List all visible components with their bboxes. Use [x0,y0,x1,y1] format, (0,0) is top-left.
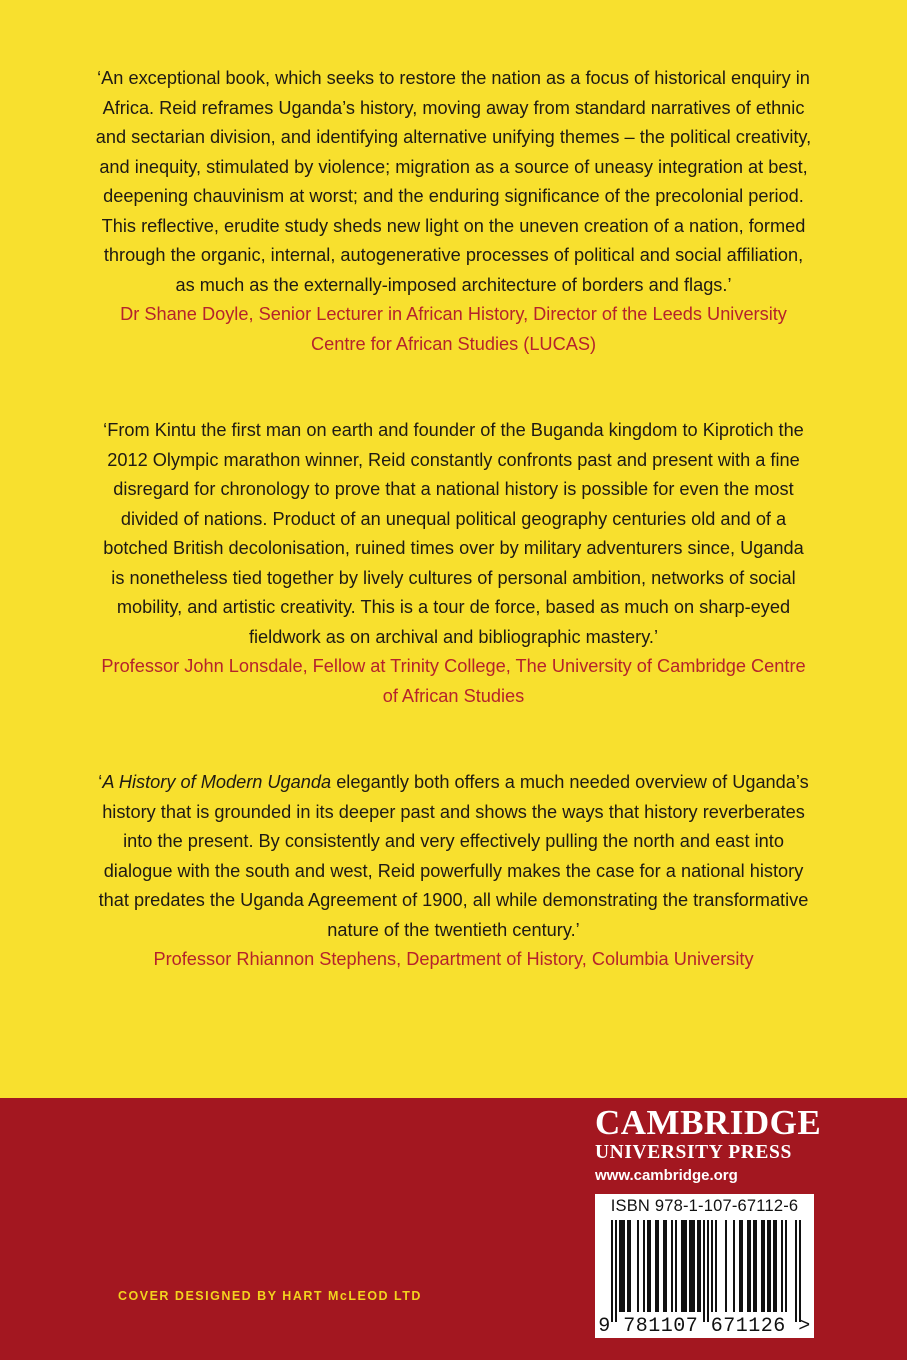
barcode-bar [775,1220,777,1312]
barcode-bar [725,1220,727,1312]
barcode-bar [739,1220,741,1312]
barcode-bar [691,1220,693,1312]
barcode-bar [799,1220,801,1322]
barcode-bar [655,1220,657,1312]
barcode-bar [665,1220,667,1312]
barcode-bar [795,1220,797,1322]
barcode-bar [675,1220,677,1312]
barcode-bar [683,1220,685,1312]
barcode-bar [671,1220,673,1312]
endorsement-quote [95,768,812,945]
barcode-bar [761,1220,763,1312]
barcode-bar [711,1220,713,1312]
barcode-bar [637,1220,639,1312]
endorsement-attribution: Professor Rhiannon Stephens, Department of History, Columbia University [153,949,754,969]
barcode-bar [663,1220,665,1312]
quote-open-mark: ‘ [98,772,103,792]
barcode-bar [619,1220,621,1312]
barcode-bar [699,1220,701,1312]
barcode-bar [689,1220,691,1312]
barcode-bar [767,1220,769,1312]
isbn-label: ISBN 978-1-107-67112-6 [610,1197,799,1215]
barcode-bar [685,1220,687,1312]
endorsement-attribution: Professor John Lonsdale, Fellow at Trinity College, The University of Cambridge Centre of African Studies [101,656,806,706]
barcode-bar [621,1220,623,1312]
barcode-bar [703,1220,705,1322]
endorsement-stephens [95,768,812,975]
barcode-bar [763,1220,765,1312]
barcode-bar [753,1220,755,1312]
barcode-bar [781,1220,783,1312]
barcode-bar [615,1220,617,1322]
barcode-bar [733,1220,735,1312]
book-title: A History of Modern Uganda [102,772,332,792]
barcode-bar [707,1220,709,1322]
barcode-bar [785,1220,787,1312]
isbn-barcode [595,1194,814,1338]
barcode-bar [773,1220,775,1312]
barcode-bar [697,1220,699,1312]
barcode-bar [693,1220,695,1312]
barcode-bar [755,1220,757,1312]
barcode-bar [747,1220,749,1312]
quote-text: elegantly both offers a much needed overview of Uganda’s history that is grounded in its deeper past and shows the ways that history reverberates into the present. By consistently and very effectively pulling the north and east into dialogue with the south and west, Reid powerfully makes the case for a national history that predates the Uganda Agreement of 1900, all while demonstrating the transformative nature of the twentieth century.’ [98,772,809,940]
barcode-bar [749,1220,751,1312]
publisher-subtitle: UNIVERSITY PRESS [595,1142,792,1163]
barcode-bar [629,1220,631,1312]
endorsement-attribution: Dr Shane Doyle, Senior Lecturer in African History, Director of the Leeds University Centre for African Studies (LUCAS) [120,304,787,354]
publisher-url: www.cambridge.org [595,1167,738,1184]
barcode-bar [649,1220,651,1312]
publisher-logo [595,1104,825,1186]
barcode-bar [657,1220,659,1312]
barcode-digits: 9 781107 671126 > [598,1315,811,1338]
cover-credit: COVER DESIGNED BY HART McLEOD LTD [118,1289,422,1303]
endorsement-quote: ‘From Kintu the first man on earth and founder of the Buganda kingdom to Kiprotich the 2012 Olympic marathon winner, Reid constantly confronts past and present with a fine disregard for chronology to prove that a national history is possible for even the most divided of nations. Product of an unequal political geography centuries old and of a botched British decolonisation, ruined times over by military adventurers since, Uganda is nonetheless tied together by lively cultures of personal ambition, networks of social mobility, and artistic creativity. This is a tour de force, based as much on sharp-eyed fieldwork as on archival and bibliographic mastery.’ [103,420,804,647]
endorsement-quote: ‘An exceptional book, which seeks to restore the nation as a focus of historical enquiry in Africa. Reid reframes Uganda’s history, moving away from standard narratives of ethnic and sectarian division, and identifying alternative unifying themes – the political creativity, and inequity, stimulated by violence; migration as a source of uneasy integration at best, deepening chauvinism at worst; and the enduring significance of the precolonial period. This reflective, erudite study sheds new light on the uneven creation of a nation, formed through the organic, internal, autogenerative processes of political and social affiliation, as much as the externally-imposed architecture of borders and flags.’ [95,68,812,295]
barcode-bar [647,1220,649,1312]
endorsement-lonsdale [95,416,812,711]
barcode-bar [623,1220,625,1312]
barcode-bar [769,1220,771,1312]
barcode-bar [681,1220,683,1312]
barcode-bar [643,1220,645,1312]
barcode-bar [741,1220,743,1312]
barcode-bar [715,1220,717,1312]
barcode-bar [627,1220,629,1312]
barcode-bar [611,1220,613,1322]
publisher-name: CAMBRIDGE [595,1103,822,1142]
endorsement-doyle [95,64,812,359]
